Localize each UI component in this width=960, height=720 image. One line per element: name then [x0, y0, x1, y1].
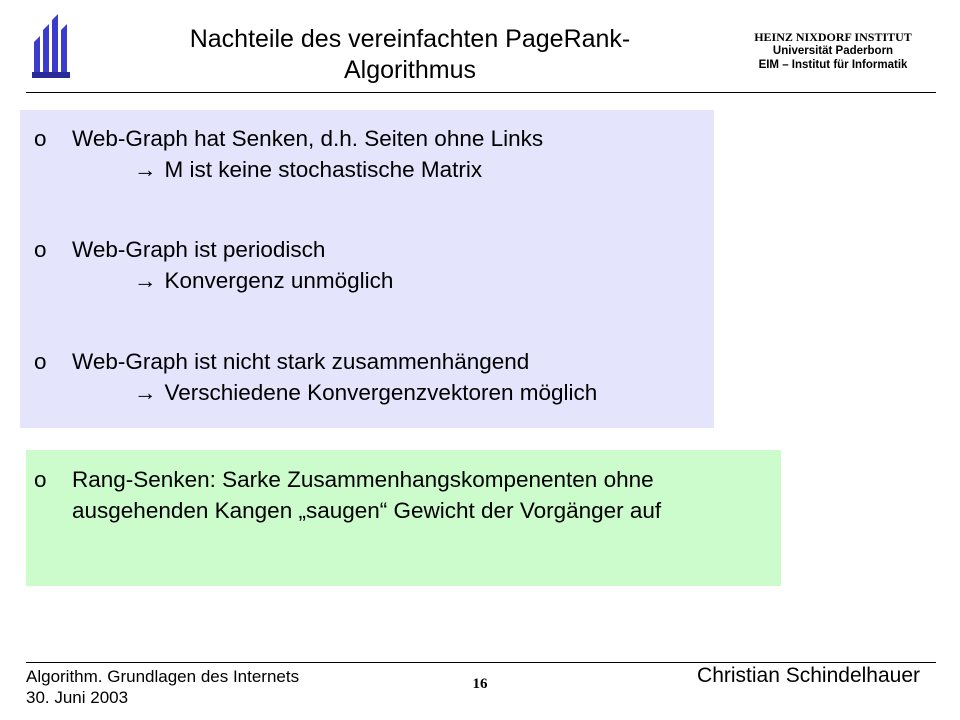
arrow-right-icon: →	[134, 268, 157, 293]
lecture-date: 30. Juni 2003	[26, 688, 129, 707]
bullet-mark: o	[34, 126, 47, 151]
footer-divider	[26, 662, 936, 663]
university-logo-icon	[30, 12, 72, 78]
slide-title-line1: Nachteile des vereinfachten PageRank-	[189, 25, 631, 53]
arrow-right-icon: →	[134, 380, 157, 405]
author-name: Christian Schindelhauer	[697, 664, 920, 687]
footer-course-info	[26, 666, 299, 708]
bullet-text	[72, 464, 654, 495]
consequence-text: M ist keine stochastische Matrix	[164, 157, 483, 182]
institute-name: HEINZ NIXDORF INSTITUT	[754, 30, 912, 44]
bullet-mark: o	[34, 467, 47, 492]
bullet-mark: o	[34, 349, 47, 374]
consequence-text: Verschiedene Konvergenzvektoren möglich	[164, 380, 598, 405]
bullet-consequence	[134, 377, 597, 408]
bullet-text: Web-Graph ist periodisch	[72, 237, 326, 262]
bullet-text: Web-Graph hat Senken, d.h. Seiten ohne Links	[72, 126, 544, 151]
bullet-text: Web-Graph ist nicht stark zusammenhängend	[72, 349, 530, 374]
arrow-right-icon: →	[134, 157, 157, 182]
page-number: 16	[472, 676, 488, 692]
institute-block	[700, 30, 960, 72]
university-name: Universität Paderborn	[772, 45, 894, 57]
consequence-text: Konvergenz unmöglich	[164, 268, 394, 293]
slide-title-line2: Algorithmus	[344, 56, 476, 84]
course-title: Algorithm. Grundlagen des Internets	[26, 667, 300, 686]
department-name: EIM – Institut für Informatik	[758, 59, 908, 71]
rank-sink-term: Rang-Senken	[72, 467, 210, 492]
rank-sink-definition: : Sarke Zusammenhangskompenenten ohne	[209, 467, 654, 492]
bullet-consequence	[134, 265, 393, 296]
rank-sink-definition-line2: ausgehenden Kangen „saugen“ Gewicht der Vorgänger auf	[72, 498, 662, 523]
slide-title	[150, 24, 670, 86]
bullet-consequence	[134, 154, 482, 185]
bullet-mark: o	[34, 237, 47, 262]
header-divider	[26, 92, 936, 93]
